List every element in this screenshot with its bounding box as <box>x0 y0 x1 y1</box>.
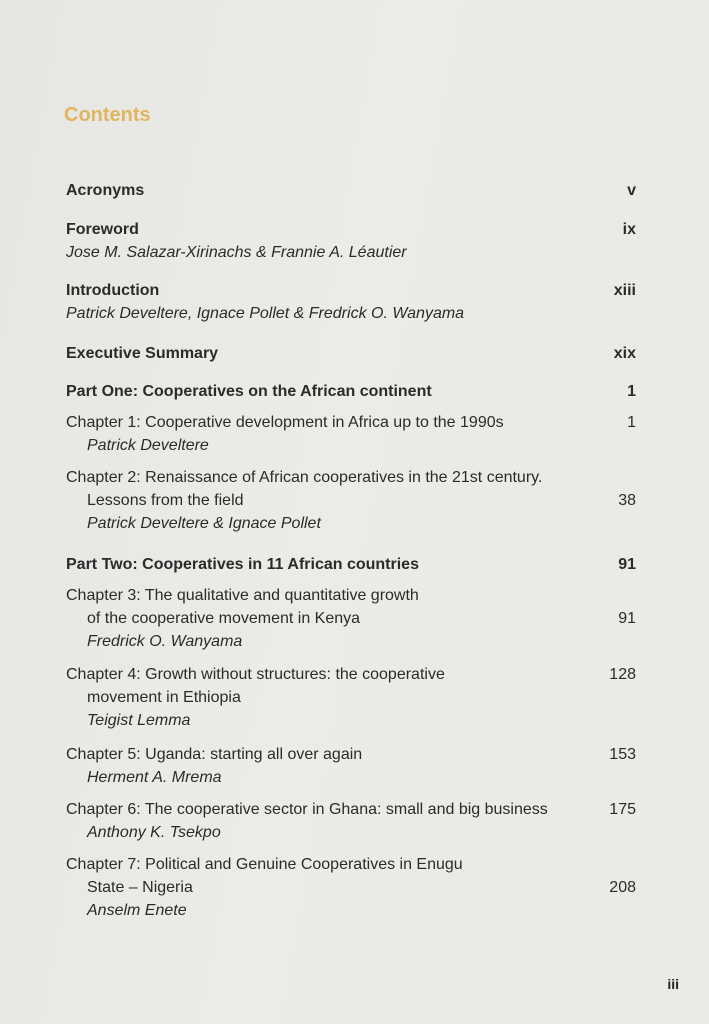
entry-page: 208 <box>609 879 636 896</box>
entry-author: Patrick Develtere & Ignace Pollet <box>87 515 321 532</box>
entry-title: Part Two: Cooperatives in 11 African countries <box>66 556 419 573</box>
page-number: iii <box>667 976 679 992</box>
entry-page: xix <box>613 345 636 362</box>
entry-author: Anthony K. Tsekpo <box>87 824 221 841</box>
entry-author: Patrick Develtere, Ignace Pollet & Fredrick O. Wanyama <box>66 305 465 322</box>
entry-author: Teigist Lemma <box>87 712 191 729</box>
entry-page: 1 <box>627 414 636 431</box>
toc-entry-foreword[interactable] <box>66 218 636 264</box>
entry-page: 1 <box>627 383 636 400</box>
entry-title: Chapter 2: Renaissance of African cooperatives in the 21st century. <box>66 469 543 486</box>
entry-title: Executive Summary <box>66 345 219 362</box>
entry-page: ix <box>622 221 636 238</box>
toc-entry-chapter-5[interactable] <box>66 743 636 789</box>
entry-title: Chapter 7: Political and Genuine Cooperatives in Enugu <box>66 856 463 873</box>
entry-page: 38 <box>618 492 636 509</box>
entry-page: 128 <box>609 666 636 683</box>
entry-page: 91 <box>618 610 636 627</box>
toc-entry-chapter-7[interactable] <box>66 853 636 922</box>
toc-entry-introduction[interactable] <box>66 279 636 325</box>
entry-page: 91 <box>618 556 636 573</box>
entry-title-continued: of the cooperative movement in Kenya <box>87 610 361 627</box>
entry-title: Chapter 1: Cooperative development in Africa up to the 1990s <box>66 414 504 431</box>
entry-title: Chapter 6: The cooperative sector in Ghana: small and big business <box>66 801 548 818</box>
toc-entry-part-one[interactable] <box>66 380 636 403</box>
entry-title-continued: Lessons from the field <box>87 492 244 509</box>
page-title: Contents <box>64 104 151 126</box>
entry-title: Acronyms <box>66 182 145 199</box>
entry-author: Herment A. Mrema <box>87 769 222 786</box>
entry-page: xiii <box>613 282 636 299</box>
toc-entry-chapter-6[interactable] <box>66 798 636 844</box>
entry-title-continued: State – Nigeria <box>87 879 193 896</box>
entry-author: Patrick Develtere <box>87 437 209 454</box>
entry-author: Jose M. Salazar-Xirinachs & Frannie A. Léautier <box>66 244 407 261</box>
entry-title: Part One: Cooperatives on the African continent <box>66 383 432 400</box>
toc-entry-chapter-3[interactable] <box>66 584 636 653</box>
entry-title: Introduction <box>66 282 160 299</box>
entry-title: Chapter 3: The qualitative and quantitative growth <box>66 587 419 604</box>
entry-title: Chapter 4: Growth without structures: the cooperative <box>66 666 445 683</box>
toc-entry-chapter-2[interactable] <box>66 466 636 535</box>
entry-page: 175 <box>609 801 636 818</box>
toc-entry-chapter-1[interactable] <box>66 411 636 457</box>
entry-page: 153 <box>609 746 636 763</box>
toc-entry-acronyms[interactable] <box>66 179 636 202</box>
entry-title: Foreword <box>66 221 139 238</box>
entry-author: Fredrick O. Wanyama <box>87 633 243 650</box>
entry-page: v <box>627 182 636 199</box>
entry-title-continued: movement in Ethiopia <box>87 689 241 706</box>
toc-entry-chapter-4[interactable] <box>66 663 636 732</box>
entry-author: Anselm Enete <box>87 902 187 919</box>
toc-entry-part-two[interactable] <box>66 553 636 576</box>
toc-entry-executive-summary[interactable] <box>66 342 636 365</box>
entry-title: Chapter 5: Uganda: starting all over again <box>66 746 363 763</box>
